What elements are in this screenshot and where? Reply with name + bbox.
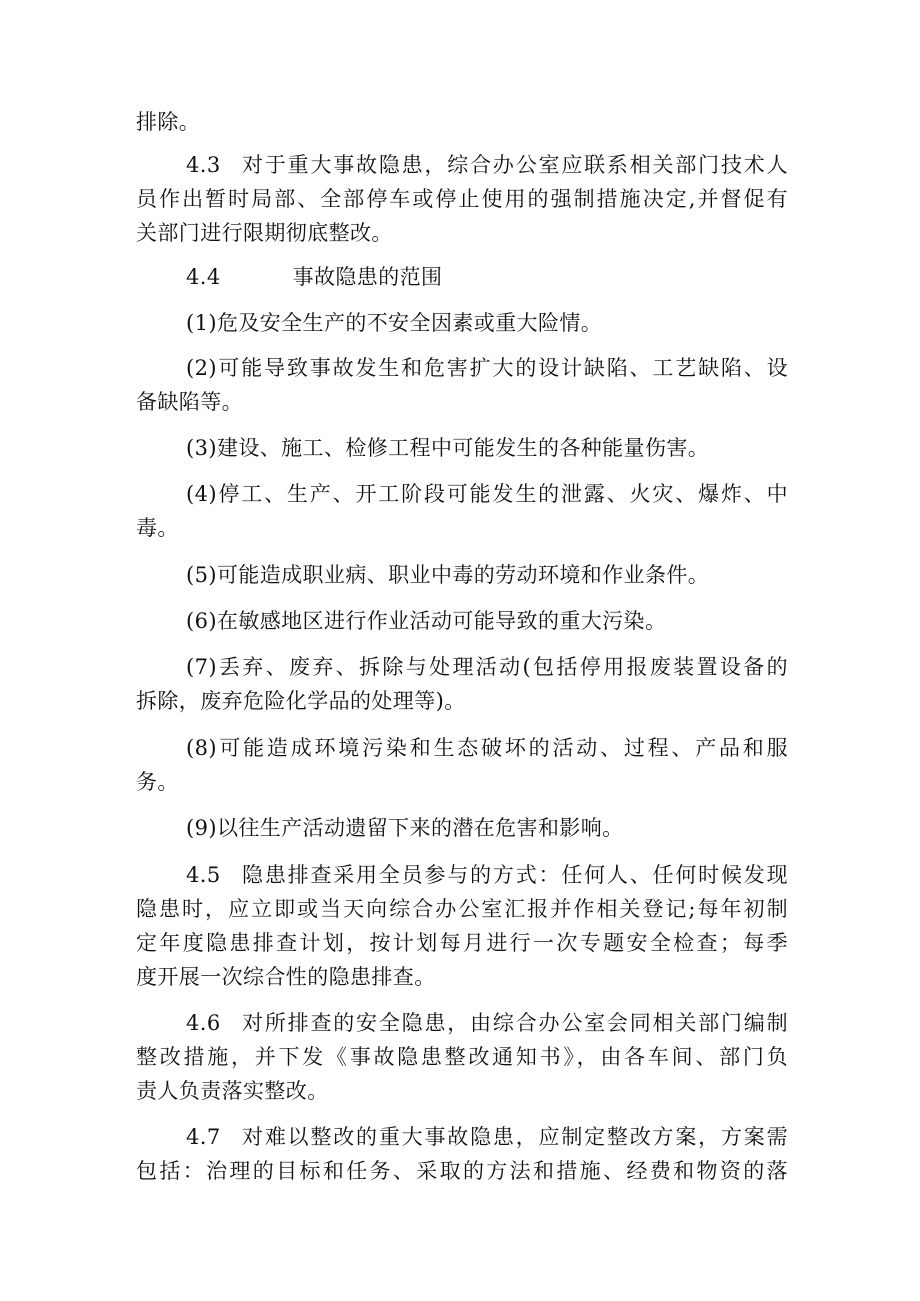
- clause-4-3-first-line: [186, 150, 788, 180]
- text-line: 整改措施，并下发《事故隐患整改通知书》，由各车间、部门负: [136, 1045, 788, 1069]
- text-line: 度开展一次综合性的隐患排查。: [136, 965, 436, 989]
- text-line: 备缺陷等。: [136, 390, 243, 414]
- list-item: (4)停工、生产、开工阶段可能发生的泄露、火灾、爆炸、中: [186, 482, 788, 506]
- section-heading-4-4: [186, 262, 788, 292]
- list-item: (6)在敏感地区进行作业活动可能导致的重大污染。: [186, 609, 667, 633]
- list-item: (8)可能造成环境污染和生态破坏的活动、过程、产品和服: [186, 736, 788, 760]
- list-item: (3)建设、施工、检修工程中可能发生的各种能量伤害。: [186, 436, 710, 460]
- text-line: 员作出暂时局部、全部停车或停止使用的强制措施决定,并督促有: [136, 187, 788, 211]
- text-line: 拆除，废弃危险化学品的处理等)。: [136, 689, 466, 713]
- text-line: 关部门进行限期彻底整改。: [136, 221, 393, 245]
- clause-number: 4.3: [186, 153, 221, 177]
- text-line: 责人负责落实整改。: [136, 1079, 329, 1103]
- text-line: 务。: [136, 770, 179, 794]
- list-item: (2)可能导致事故发生和危害扩大的设计缺陷、工艺缺陷、设: [186, 356, 788, 380]
- clause-number: 4.6: [186, 1011, 221, 1035]
- list-item: (9)以往生产活动遗留下来的潜在危害和影响。: [186, 816, 624, 840]
- text-line: 对于重大事故隐患，综合办公室应联系相关部门技术人: [240, 153, 788, 177]
- text-line: 对难以整改的重大事故隐患，应制定整改方案，方案需: [240, 1125, 788, 1149]
- clause-4-7-first-line: [186, 1122, 788, 1152]
- clause-4-6-first-line: [186, 1008, 788, 1038]
- clause-number: 4.4: [186, 265, 221, 289]
- list-item: (7)丢弃、废弃、拆除与处理活动(包括停用报废装置设备的: [186, 655, 788, 679]
- text-line: 对所排查的安全隐患，由综合办公室会同相关部门编制: [240, 1011, 788, 1035]
- list-item: (1)危及安全生产的不安全因素或重大险情。: [186, 311, 603, 335]
- clause-number: 4.7: [186, 1125, 221, 1149]
- text-line: 排除。: [136, 110, 201, 134]
- text-line: 隐患排查采用全员参与的方式：任何人、任何时候发现: [240, 863, 788, 887]
- text-line: 隐患时，应立即或当天向综合办公室汇报并作相关登记;每年初制: [136, 897, 788, 921]
- clause-number: 4.5: [186, 863, 221, 887]
- section-heading: 事故隐患的范围: [292, 265, 443, 289]
- text-line: 包括：治理的目标和任务、采取的方法和措施、经费和物资的落: [136, 1159, 788, 1183]
- clause-4-5-first-line: [186, 860, 788, 890]
- text-line: 定年度隐患排查计划，按计划每月进行一次专题安全检查；每季: [136, 931, 788, 955]
- text-line: 毒。: [136, 516, 179, 540]
- list-item: (5)可能造成职业病、职业中毒的劳动环境和作业条件。: [186, 563, 710, 587]
